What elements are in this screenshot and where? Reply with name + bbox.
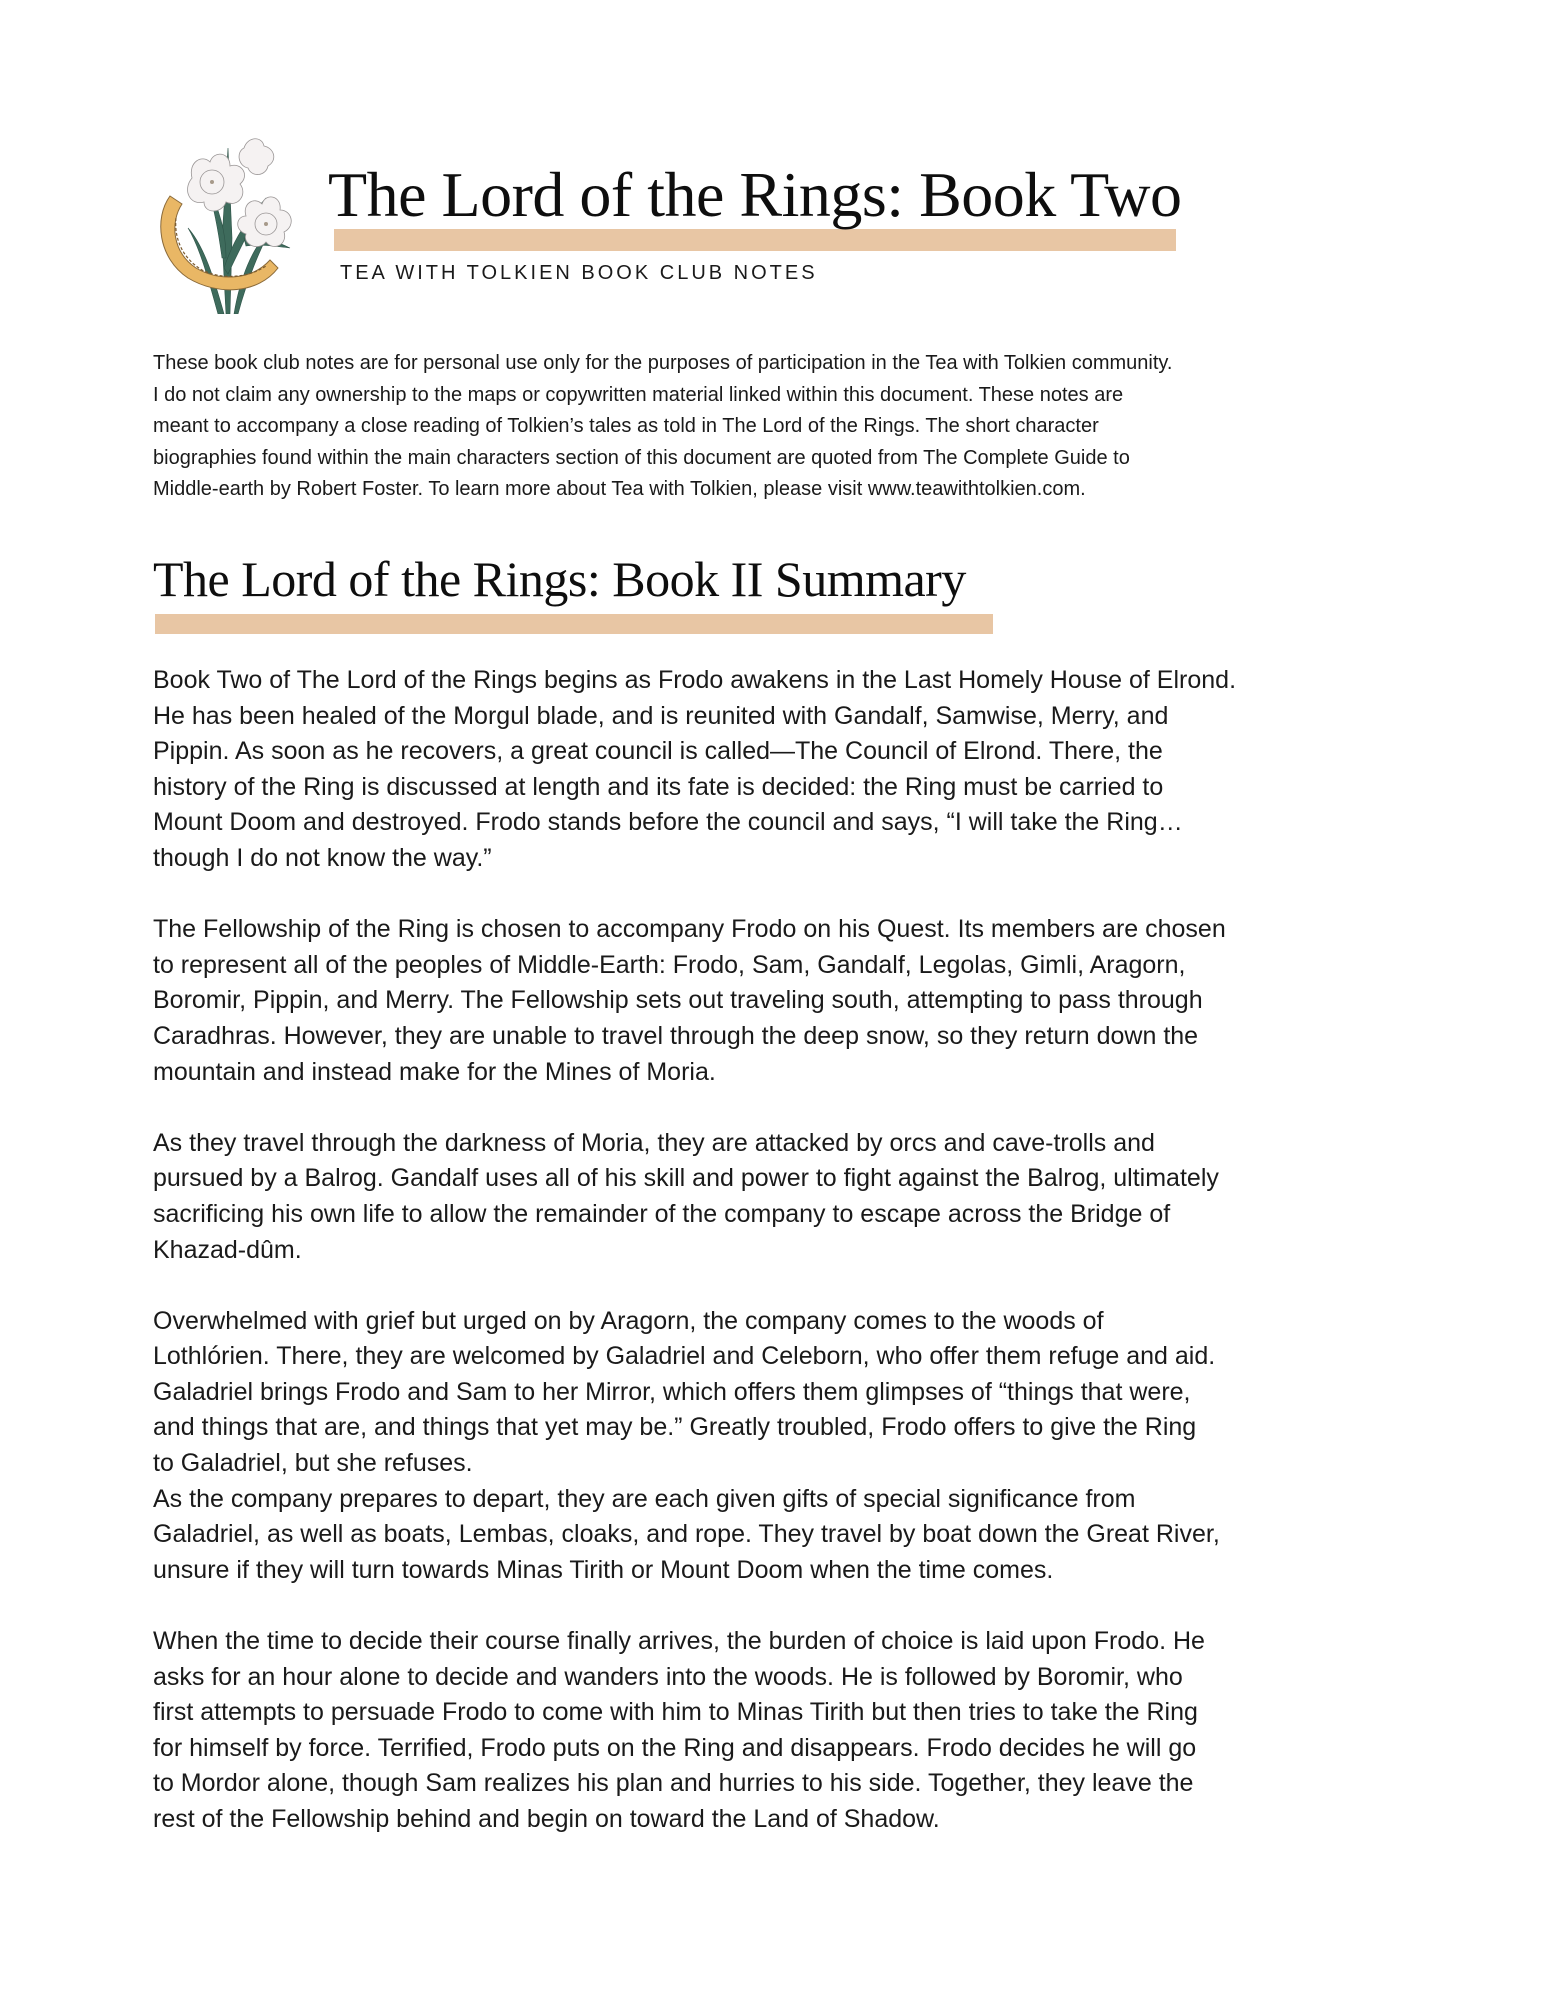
summary-heading-underline-bar bbox=[155, 614, 993, 634]
text-line: Pippin. As soon as he recovers, a great council is called—The Council of Elrond. There, the bbox=[153, 737, 1163, 766]
text-line: As the company prepares to depart, they are each given gifts of special significance from bbox=[153, 1484, 1136, 1513]
summary-paragraph-departure bbox=[153, 1482, 1443, 1589]
disclaimer-line: meant to accompany a close reading of Tolkien’s tales as told in The Lord of the Rings. The short character bbox=[153, 415, 1099, 437]
text-line: history of the Ring is discussed at length and its fate is decided: the Ring must be carried to bbox=[153, 772, 1164, 801]
text-line: mountain and instead make for the Mines of Moria. bbox=[153, 1057, 716, 1086]
daffodils-and-one-ring-icon bbox=[148, 118, 308, 314]
document-title: The Lord of the Rings: Book Two bbox=[328, 159, 1182, 230]
text-line: Galadriel, as well as boats, Lembas, cloaks, and rope. They travel by boat down the Great River, bbox=[153, 1520, 1220, 1549]
text-line: for himself by force. Terrified, Frodo puts on the Ring and disappears. Frodo decides he will go bbox=[153, 1733, 1197, 1762]
text-line: Book Two of The Lord of the Rings begins as Frodo awakens in the Last Homely House of Elrond. bbox=[153, 666, 1237, 694]
text-line: Galadriel brings Frodo and Sam to her Mirror, which offers them glimpses of “things that were, bbox=[153, 1377, 1191, 1406]
text-line: first attempts to persuade Frodo to come with him to Minas Tirith but then tries to take the Ring bbox=[153, 1698, 1198, 1727]
text-line: to Galadriel, but she refuses. bbox=[153, 1449, 473, 1478]
text-line: Mount Doom and destroyed. Frodo stands before the council and says, “I will take the Ring… bbox=[153, 808, 1183, 837]
text-line: As they travel through the darkness of Moria, they are attacked by orcs and cave-trolls and bbox=[153, 1128, 1155, 1157]
disclaimer-line: These book club notes are for personal use only for the purposes of participation in the Tea with Tolkien community. bbox=[153, 352, 1173, 374]
text-line: sacrificing his own life to allow the remainder of the company to escape across the Bridge of bbox=[153, 1199, 1171, 1228]
disclaimer-paragraph bbox=[153, 348, 1433, 506]
text-line: Khazad-dûm. bbox=[153, 1235, 302, 1264]
text-line: Overwhelmed with grief but urged on by Aragorn, the company comes to the woods of bbox=[153, 1306, 1104, 1335]
text-line: to represent all of the peoples of Middle-Earth: Frodo, Sam, Gandalf, Legolas, Gimli, Aragorn, bbox=[153, 950, 1186, 979]
summary-paragraph-fellowship bbox=[153, 912, 1443, 1090]
summary-paragraph-moria bbox=[153, 1126, 1443, 1268]
text-line: When the time to decide their course finally arrives, the burden of choice is laid upon Frodo. He bbox=[153, 1627, 1205, 1656]
title-underline-bar bbox=[334, 229, 1176, 251]
summary-body bbox=[153, 663, 1443, 1873]
text-line: rest of the Fellowship behind and begin on toward the Land of Shadow. bbox=[153, 1805, 940, 1833]
disclaimer-line: biographies found within the main characters section of this document are quoted from The Complete Guide to bbox=[153, 446, 1130, 469]
text-line: though I do not know the way.” bbox=[153, 843, 492, 872]
disclaimer-line: I do not claim any ownership to the maps or copywritten material linked within this document. These notes are bbox=[153, 383, 1124, 406]
summary-paragraph-council bbox=[153, 663, 1443, 877]
disclaimer-line: Middle-earth by Robert Foster. To learn more about Tea with Tolkien, please visit www.teawithtolkien.com. bbox=[153, 478, 1086, 500]
text-line: Lothlórien. There, they are welcomed by Galadriel and Celeborn, who offer them refuge and aid. bbox=[153, 1342, 1216, 1371]
text-line: Caradhras. However, they are unable to travel through the deep snow, so they return down the bbox=[153, 1021, 1199, 1050]
text-line: The Fellowship of the Ring is chosen to accompany Frodo on his Quest. Its members are chosen bbox=[153, 915, 1226, 944]
text-line: He has been healed of the Morgul blade, and is reunited with Gandalf, Samwise, Merry, and bbox=[153, 701, 1169, 730]
text-line: Boromir, Pippin, and Merry. The Fellowship sets out traveling south, attempting to pass through bbox=[153, 986, 1203, 1015]
summary-paragraph-breaking bbox=[153, 1624, 1443, 1838]
summary-paragraph-lothlorien bbox=[153, 1304, 1443, 1482]
text-line: to Mordor alone, though Sam realizes his plan and hurries to his side. Together, they leave the bbox=[153, 1769, 1194, 1798]
text-line: unsure if they will turn towards Minas Tirith or Mount Doom when the time comes. bbox=[153, 1555, 1054, 1584]
summary-heading: The Lord of the Rings: Book II Summary bbox=[153, 551, 966, 607]
text-line: asks for an hour alone to decide and wanders into the woods. He is followed by Boromir, who bbox=[153, 1662, 1183, 1691]
document-subtitle: TEA WITH TOLKIEN BOOK CLUB NOTES bbox=[340, 262, 818, 284]
text-line: and things that are, and things that yet may be.” Greatly troubled, Frodo offers to give the Ring bbox=[153, 1413, 1197, 1442]
text-line: pursued by a Balrog. Gandalf uses all of his skill and power to fight against the Balrog, ultimately bbox=[153, 1164, 1219, 1193]
